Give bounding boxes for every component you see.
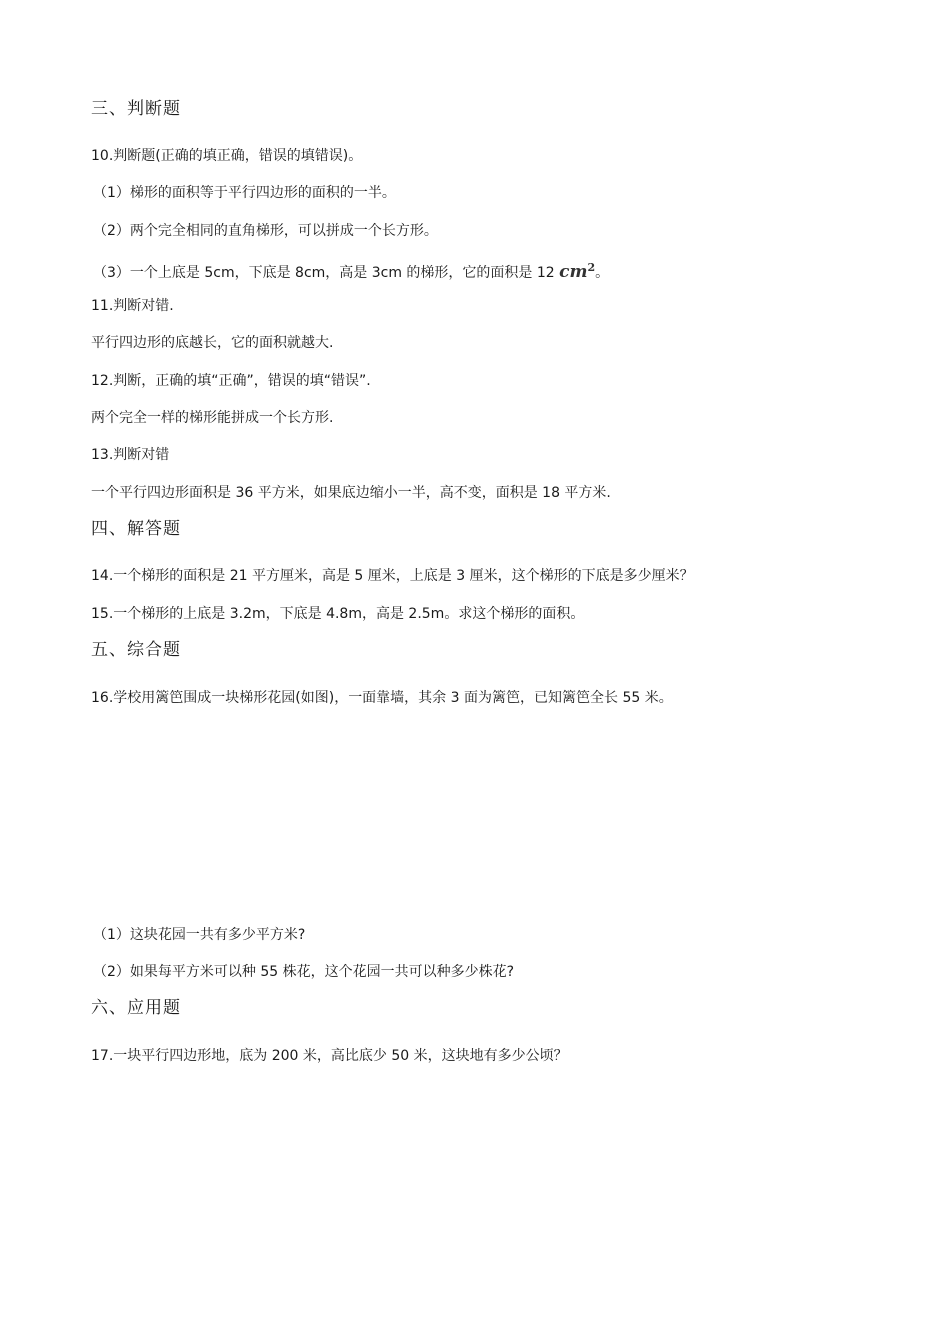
question-16-part-1: （1）这块花园一共有多少平方米? (93, 927, 306, 943)
question-12-title: 12.判断，正确的填“正确”，错误的填“错误”. (91, 373, 371, 389)
question-13-title: 13.判断对错 (91, 447, 170, 463)
question-17: 17.一块平行四边形地，底为 200 米，高比底少 50 米，这块地有多少公顷？ (91, 1048, 568, 1064)
question-14: 14.一个梯形的面积是 21 平方厘米，高是 5 厘米，上底是 3 厘米，这个梯形的下底是多少厘米？ (91, 568, 694, 584)
question-16-part-2: （2）如果每平方米可以种 55 株花，这个花园一共可以种多少株花? (93, 964, 515, 980)
question-11-body: 平行四边形的底越长，它的面积就越大. (91, 335, 334, 351)
question-11-title: 11.判断对错. (91, 298, 174, 314)
section-heading-comprehensive: 五、综合题 (91, 640, 181, 660)
question-10-item-3-end: 。 (595, 265, 610, 281)
question-10-item-3-text: （3）一个上底是 5cm，下底是 8cm，高是 3cm 的梯形，它的面积是 12 (93, 265, 555, 281)
question-13-body: 一个平行四边形面积是 36 平方米，如果底边缩小一半，高不变，面积是 18 平方米. (91, 485, 611, 501)
square-centimeter-unit: $cm^2$ (559, 261, 596, 282)
question-12-body: 两个完全一样的梯形能拼成一个长方形. (91, 410, 334, 426)
section-heading-judgement: 三、判断题 (91, 99, 181, 119)
question-10-title: 10.判断题(正确的填正确，错误的填错误)。 (91, 148, 363, 164)
section-heading-application: 六、应用题 (91, 998, 181, 1018)
question-10-item-1: （1）梯形的面积等于平行四边形的面积的一半。 (93, 185, 396, 201)
question-10-item-3 (93, 259, 609, 282)
question-15: 15.一个梯形的上底是 3.2m，下底是 4.8m，高是 2.5m。求这个梯形的面积。 (91, 606, 585, 622)
question-16: 16.学校用篱笆围成一块梯形花园(如图)，一面靠墙，其余 3 面为篱笆，已知篱笆全长 55 米。 (91, 690, 673, 706)
question-10-item-2: （2）两个完全相同的直角梯形，可以拼成一个长方形。 (93, 223, 438, 239)
section-heading-solve: 四、解答题 (91, 519, 181, 539)
